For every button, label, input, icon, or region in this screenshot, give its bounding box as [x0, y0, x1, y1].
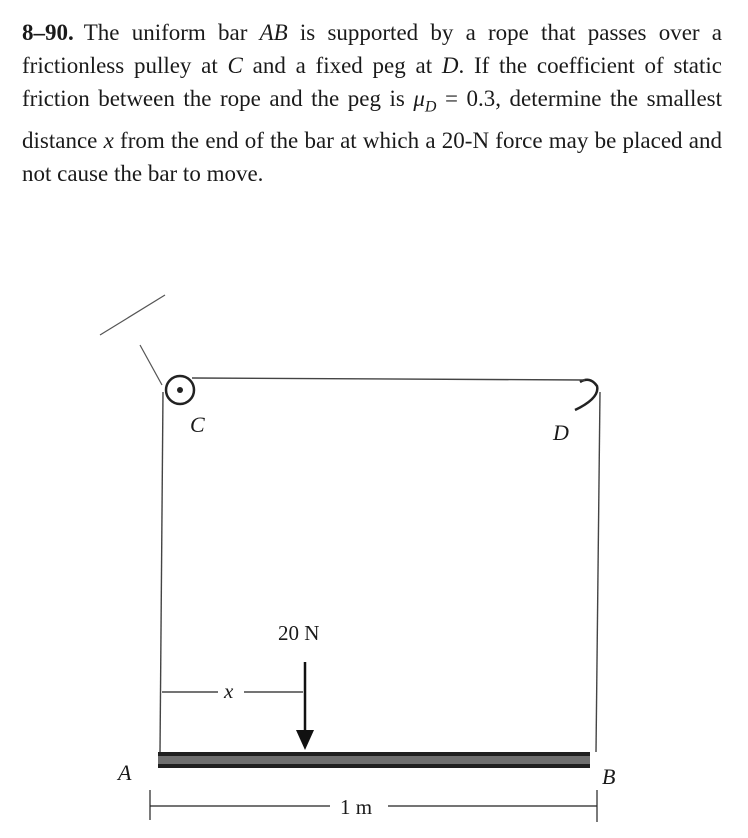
problem-text-segment: and a fixed peg at [242, 53, 442, 78]
length-dimension [150, 790, 597, 822]
problem-text-segment: x [103, 127, 114, 153]
problem-text-segment: D [424, 98, 437, 116]
peg-d [575, 380, 597, 410]
bar-ab [158, 752, 590, 768]
problem-text-segment: μ [413, 86, 425, 111]
problem-text-segment: from the end of the bar at which a 20-N force may be placed and not cause the bar to move. [22, 127, 722, 186]
force-label: 20 N [278, 621, 320, 645]
label-b: B [602, 764, 616, 789]
ceiling-support [100, 295, 165, 385]
problem-text-segment: The uniform bar [83, 20, 260, 45]
label-c: C [190, 412, 205, 437]
pulley-c [166, 376, 194, 404]
problem-number: 8–90. [22, 20, 74, 45]
force-arrow [296, 662, 314, 750]
problem-text-segment: = 0.3, determine the smallest distance [22, 86, 722, 153]
x-label: x [224, 679, 234, 703]
problem-text-segment: . If the coefficient of static friction between the rope and the peg is [22, 53, 722, 111]
label-d: D [553, 420, 569, 445]
problem-text-segment: D [441, 53, 459, 78]
problem-text-segment: AB [259, 20, 288, 45]
problem-text-segment: C [227, 53, 243, 78]
problem-text-segment: is supported by a rope that passes over a frictionless pulley at [22, 20, 722, 78]
length-label: 1 m [340, 795, 373, 819]
label-a: A [118, 760, 132, 785]
